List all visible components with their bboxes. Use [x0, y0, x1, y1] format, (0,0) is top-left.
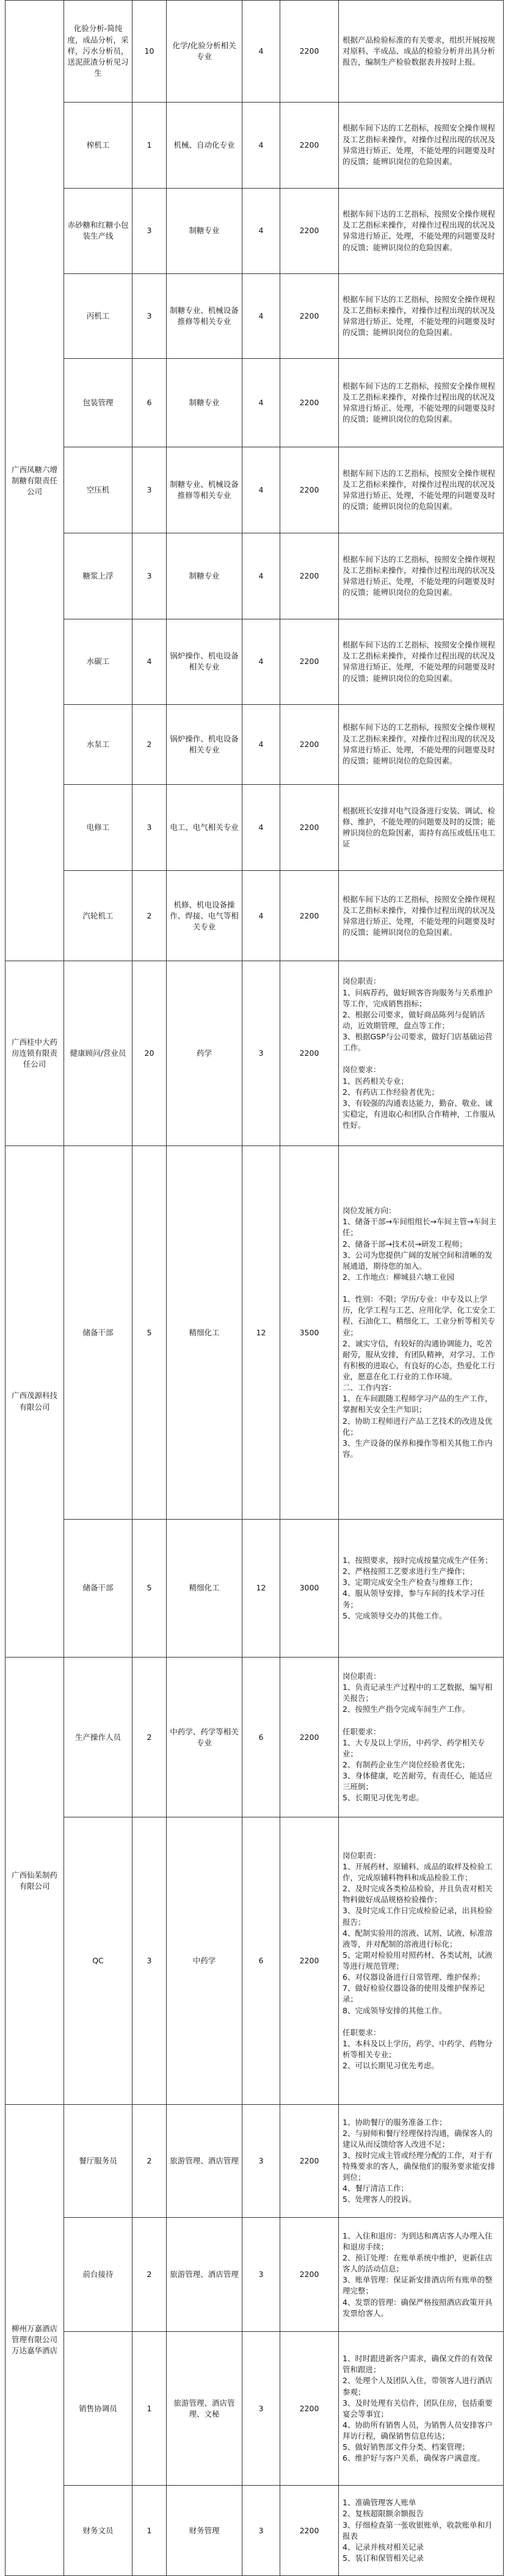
table-row — [5, 1146, 504, 1520]
count-cell: 20 — [132, 961, 167, 1146]
table-row — [5, 188, 504, 273]
count-cell: 1 — [132, 2332, 167, 2486]
requirements-cell: 岗位职责： 1、问病荐药，做好顾客咨询服务与关系维护等工作，完成销售指标； 2、根据公司要求，做好商品陈列与促销活动，近效期管理，盘点等工作； 3、根据GSP与公司要求，做好门店基础运营工作。 岗位要求： 1、医药相关专业； 2、有药店工作经验者优先； 3、有较强的沟通表达能力，勤奋、敬业、诚实稳定，有进取心和团队合作精神，工作服从性好。 — [339, 961, 504, 1146]
salary-cell: 3000 — [280, 1519, 339, 1657]
count-cell: 3 — [132, 533, 167, 619]
major-cell: 化学/化验分析相关专业 — [167, 1, 242, 103]
years-cell: 6 — [242, 1657, 280, 1817]
position-cell: 糖浆上浮 — [64, 533, 132, 619]
count-cell: 2 — [132, 2218, 167, 2332]
major-cell: 制糖专业 — [167, 533, 242, 619]
table-row — [5, 1817, 504, 2104]
position-cell: 销售协调员 — [64, 2332, 132, 2486]
position-cell: 包装管理 — [64, 359, 132, 447]
major-cell: 精细化工 — [167, 1146, 242, 1520]
count-cell: 3 — [132, 188, 167, 273]
position-cell: 化验分析-简纯度，成品分析，采样，污水分析员，送泥蔗渣分析见习生 — [64, 1, 132, 103]
count-cell: 2 — [132, 2104, 167, 2218]
years-cell: 12 — [242, 1146, 280, 1520]
count-cell: 2 — [132, 704, 167, 784]
table-row — [5, 2218, 504, 2332]
salary-cell: 2200 — [280, 784, 339, 870]
salary-cell: 2200 — [280, 274, 339, 359]
major-cell: 药学 — [167, 961, 242, 1146]
position-cell: 前台接待 — [64, 2218, 132, 2332]
table-row — [5, 1519, 504, 1657]
table-row — [5, 2104, 504, 2218]
major-cell: 财务管理 — [167, 2486, 242, 2576]
position-cell: 水泵工 — [64, 704, 132, 784]
table-row — [5, 274, 504, 359]
major-cell: 制糖专业、机械设备推修等相关专业 — [167, 274, 242, 359]
position-cell: 汽轮机工 — [64, 871, 132, 961]
requirements-cell: 岗位职责： 1、开展药材、原辅料、成品的取样及检验工作，完成原辅料物料和成品检验工作； 2、及时完成各类检品检验，并且负责对相关物料做好成品规格检验操作； 3、及时完成工作日完成检验记录，出具检验报告； 4、配制实验用的溶液、试剂、试液、标准溶液等，并对配制的溶液进行标化； 5、定期对检验用对照药材、各类试剂，试液等进行规范管理； 6、对仪器设备进行日常管理、维护保养； 7、做好检验仪器设备的使用及维护保养记录； 8、完成领导安排的其他工作。 任职要求： 1、本科及以上学历，药学、中药学、药物分析等相关专业； 2、可以长期见习优先考虑。 — [339, 1817, 504, 2104]
salary-cell: 2200 — [280, 447, 339, 533]
table-row — [5, 619, 504, 704]
table-row — [5, 871, 504, 961]
table-row — [5, 2486, 504, 2576]
table-row — [5, 533, 504, 619]
position-cell: 储备干部 — [64, 1146, 132, 1520]
position-cell: 财务文员 — [64, 2486, 132, 2576]
salary-cell: 2200 — [280, 871, 339, 961]
requirements-cell: 根据班长安排对电气设备进行安装、调试、检修、维护，不能处理的问题要及时的反馈；能辨识岗位的危险因素，需持有高压或低压电工证 — [339, 784, 504, 870]
position-cell: 空压机 — [64, 447, 132, 533]
table-row — [5, 961, 504, 1146]
salary-cell: 2200 — [280, 359, 339, 447]
count-cell: 5 — [132, 1146, 167, 1520]
major-cell: 机修、机电设备操作、焊接、电气等相关专业 — [167, 871, 242, 961]
table-row — [5, 359, 504, 447]
years-cell: 3 — [242, 2104, 280, 2218]
major-cell: 锅炉操作、机电设备相关专业 — [167, 619, 242, 704]
count-cell: 6 — [132, 359, 167, 447]
major-cell: 电工、电气相关专业 — [167, 784, 242, 870]
years-cell: 4 — [242, 619, 280, 704]
position-cell: 生产操作人员 — [64, 1657, 132, 1817]
years-cell: 4 — [242, 447, 280, 533]
requirements-cell: 根据车间下达的工艺指标，按照安全操作规程及工艺指标来操作，对操作过程出现的状况及异常进行矫正、处理，不能处理的问题要及时的反馈；能辨识岗位的危险因素。 — [339, 359, 504, 447]
requirements-cell: 根据车间下达的工艺指标，按照安全操作规程及工艺指标来操作，对操作过程出现的状况及异常进行矫正、处理，不能处理的问题要及时的反馈；能辨识岗位的危险因素。 — [339, 533, 504, 619]
salary-cell: 2200 — [280, 188, 339, 273]
table-row — [5, 447, 504, 533]
salary-cell: 2200 — [280, 2218, 339, 2332]
requirements-cell: 根据车间下达的工艺指标，按照安全操作规程及工艺指标来操作，对操作过程出现的状况及异常进行矫正、处理，不能处理的问题要及时的反馈；能辨识岗位的危险因素。 — [339, 102, 504, 188]
requirements-cell: 岗位职责： 1、负责记录生产过程中的工艺数据，编写相关报告； 2、按照生产指令完成车间生产工作。 任职要求： 1、大专及以上学历，中药学、药学相关专业； 2、有制药企业生产岗位经验者优先； 3、身体健康，吃苦耐劳，有责任心，能适应三班倒； 5、长期见习优先考虑。 — [339, 1657, 504, 1817]
major-cell: 锅炉操作、机电设备相关专业 — [167, 704, 242, 784]
salary-cell: 2200 — [280, 619, 339, 704]
position-cell: 赤砂糖和红糖小包装生产线 — [64, 188, 132, 273]
position-cell: 储备干部 — [64, 1519, 132, 1657]
years-cell: 12 — [242, 1519, 280, 1657]
requirements-cell: 根据车间下达的工艺指标，按照安全操作规程及工艺指标来操作，对操作过程出现的状况及异常进行矫正、处理，不能处理的问题要及时的反馈；能辨识岗位的危险因素。 — [339, 188, 504, 273]
years-cell: 3 — [242, 2218, 280, 2332]
position-cell: 健康顾问/营业员 — [64, 961, 132, 1146]
position-cell: 餐厅服务员 — [64, 2104, 132, 2218]
major-cell: 旅游管理、酒店管理 — [167, 2104, 242, 2218]
table-row — [5, 1, 504, 103]
salary-cell: 2200 — [280, 1817, 339, 2104]
count-cell: 1 — [132, 2486, 167, 2576]
years-cell: 4 — [242, 1, 280, 103]
salary-cell: 2200 — [280, 533, 339, 619]
salary-cell: 3500 — [280, 1146, 339, 1520]
position-cell: 水碳工 — [64, 619, 132, 704]
company-cell: 广西仙茱制药有限公司 — [5, 1657, 64, 2104]
company-cell: 柳州万嘉酒店管理有限公司万达嘉华酒店 — [5, 2104, 64, 2575]
years-cell: 4 — [242, 102, 280, 188]
table-row — [5, 784, 504, 870]
salary-cell: 2200 — [280, 2486, 339, 2576]
salary-cell: 2200 — [280, 102, 339, 188]
position-cell: 榨机工 — [64, 102, 132, 188]
salary-cell: 2200 — [280, 2104, 339, 2218]
major-cell: 中药学、药学等相关专业 — [167, 1657, 242, 1817]
table-row — [5, 704, 504, 784]
years-cell: 4 — [242, 784, 280, 870]
requirements-cell: 根据车间下达的工艺指标，按照安全操作规程及工艺指标来操作，对操作过程出现的状况及异常进行矫正、处理，不能处理的问题要及时的反馈；能辨识岗位的危险因素。 — [339, 619, 504, 704]
company-cell: 广西桂中大药房连锁有限责任公司 — [5, 961, 64, 1146]
table-row — [5, 1657, 504, 1817]
major-cell: 制糖专业 — [167, 359, 242, 447]
major-cell: 制糖专业 — [167, 188, 242, 273]
requirements-cell: 根据车间下达的工艺指标，按照安全操作规程及工艺指标来操作，对操作过程出现的状况及异常进行矫正、处理，不能处理的问题要及时的反馈；能辨识岗位的危险因素。 — [339, 704, 504, 784]
count-cell: 2 — [132, 1657, 167, 1817]
salary-cell: 2200 — [280, 1657, 339, 1817]
company-cell: 广西凤糖六增制糖有限责任公司 — [5, 1, 64, 961]
job-table — [5, 0, 504, 2576]
years-cell: 3 — [242, 2332, 280, 2486]
position-cell: QC — [64, 1817, 132, 2104]
count-cell: 3 — [132, 784, 167, 870]
count-cell: 3 — [132, 274, 167, 359]
count-cell: 4 — [132, 619, 167, 704]
years-cell: 3 — [242, 2486, 280, 2576]
requirements-cell: 根据车间下达的工艺指标，按照安全操作规程及工艺指标来操作，对操作过程出现的状况及异常进行矫正、处理，不能处理的问题要及时的反馈；能辨识岗位的危险因素。 — [339, 274, 504, 359]
count-cell: 3 — [132, 447, 167, 533]
major-cell: 精细化工 — [167, 1519, 242, 1657]
major-cell: 旅游管理、酒店管理 — [167, 2218, 242, 2332]
salary-cell: 2200 — [280, 961, 339, 1146]
years-cell: 3 — [242, 961, 280, 1146]
salary-cell: 2200 — [280, 2332, 339, 2486]
requirements-cell: 根据车间下达的工艺指标，按照安全操作规程及工艺指标来操作，对操作过程出现的状况及异常进行矫正、处理，不能处理的问题要及时的反馈；能辨识岗位的危险因素。 — [339, 871, 504, 961]
count-cell: 3 — [132, 1817, 167, 2104]
major-cell: 机械、自动化专业 — [167, 102, 242, 188]
years-cell: 4 — [242, 533, 280, 619]
position-cell: 电修工 — [64, 784, 132, 870]
years-cell: 4 — [242, 871, 280, 961]
requirements-cell: 1、时时跟进新客户需求，确保文件的有效保管和跟进； 2、处理个人及团队入住，带领客人进行酒店参观； 3、及时处理有关信件，团队住房，包括重要宴会等事宜； 4、协助所有销售人员，为销售人员安排客户拜访行程，确保销售信息传达； 5、做好销售部文件分类、档案管理； 6、维护好与客户关系，确保客户满意度。 — [339, 2332, 504, 2486]
years-cell: 4 — [242, 704, 280, 784]
requirements-cell: 1、准确管理客人账单 2、复核超限额余额报告 3、仔细检查第一张收银账单，收款账单和月报表 4、记录并核对相关记录 5、装订和保管相关记录 — [339, 2486, 504, 2576]
requirements-cell: 1、按照要求，按时完成按量完成生产任务； 2、严格按照工艺要求进行生产操作； 3、定期完成安全生产检查与维修工作； 4、服从领导安排，参与车间的技术学习任务； 5、完成领导交办的其他工作。 — [339, 1519, 504, 1657]
company-cell: 广西茂源科技有限公司 — [5, 1146, 64, 1658]
salary-cell: 2200 — [280, 1, 339, 103]
requirements-cell: 根据车间下达的工艺指标，按照安全操作规程及工艺指标来操作，对操作过程出现的状况及异常进行矫正、处理，不能处理的问题要及时的反馈；能辨识岗位的危险因素。 — [339, 447, 504, 533]
salary-cell: 2200 — [280, 704, 339, 784]
requirements-cell: 1、协助餐厅的服务准备工作； 2、与厨师和餐厅经理保持沟通，确保客人的建议从而反馈给客人改进不足； 3、按时完成主管或经理分配的工作，对于有特殊要求的客人，确保他们的服务要求能安排到位； 4、餐厅清洁工作； 5、处理客人的投诉。 — [339, 2104, 504, 2218]
requirements-cell: 1、入住和退房：为到达和离店客人办理入住和退房手续； 2、预订处理：在账单系统中维护，更新住店客人的活动信息； 3、账单管理：保证新安排酒店所有账单的整理完整； 4、发票的管理：确保严格按照酒店政策开具发票给客人。 — [339, 2218, 504, 2332]
years-cell: 4 — [242, 274, 280, 359]
table-row — [5, 2332, 504, 2486]
years-cell: 4 — [242, 359, 280, 447]
major-cell: 制糖专业、机械设备推修等相关专业 — [167, 447, 242, 533]
position-cell: 丙机工 — [64, 274, 132, 359]
count-cell: 1 — [132, 102, 167, 188]
requirements-cell: 根据产品检验标准的有关要求，组织开展按规对原料、半成品、成品的检验分析并出具分析报告，编制生产检验数据表并按时上报。 — [339, 1, 504, 103]
count-cell: 5 — [132, 1519, 167, 1657]
count-cell: 10 — [132, 1, 167, 103]
major-cell: 中药学 — [167, 1817, 242, 2104]
table-row — [5, 102, 504, 188]
count-cell: 2 — [132, 871, 167, 961]
requirements-cell: 岗位发展方向： 1、储备干部→车间组组长→车间主管→车间主任； 2、储备干部→技术员→研发工程师； 3、公司为您提供广阔的发展空间和清晰的发展通道，期待您的加入。 2、工作地点：柳城县六塘工业园 1、性别：不限；学历/专业：中专及以上学历，化学工程与工艺、应用化学、化工安全工程、石油化工、精细化工、工业分析等相关专业； 2、诚实守信，有较好的沟通协调能力，吃苦耐劳，服从安排，有团队精神，对学习、工作有积极的进取心，有良好的心态，热爱化工行业，愿意在化工行业的工作环境。 二、工作内容： 1、在车间跟随工程师学习产品的生产工作，掌握相关安全生产知识； 2、协助工程师进行产品工艺技术的改进及优化； 3、生产设备的保养和操作等相关其他工作内容。 — [339, 1146, 504, 1520]
years-cell: 4 — [242, 188, 280, 273]
major-cell: 旅游管理、酒店管理、文秘 — [167, 2332, 242, 2486]
years-cell: 6 — [242, 1817, 280, 2104]
